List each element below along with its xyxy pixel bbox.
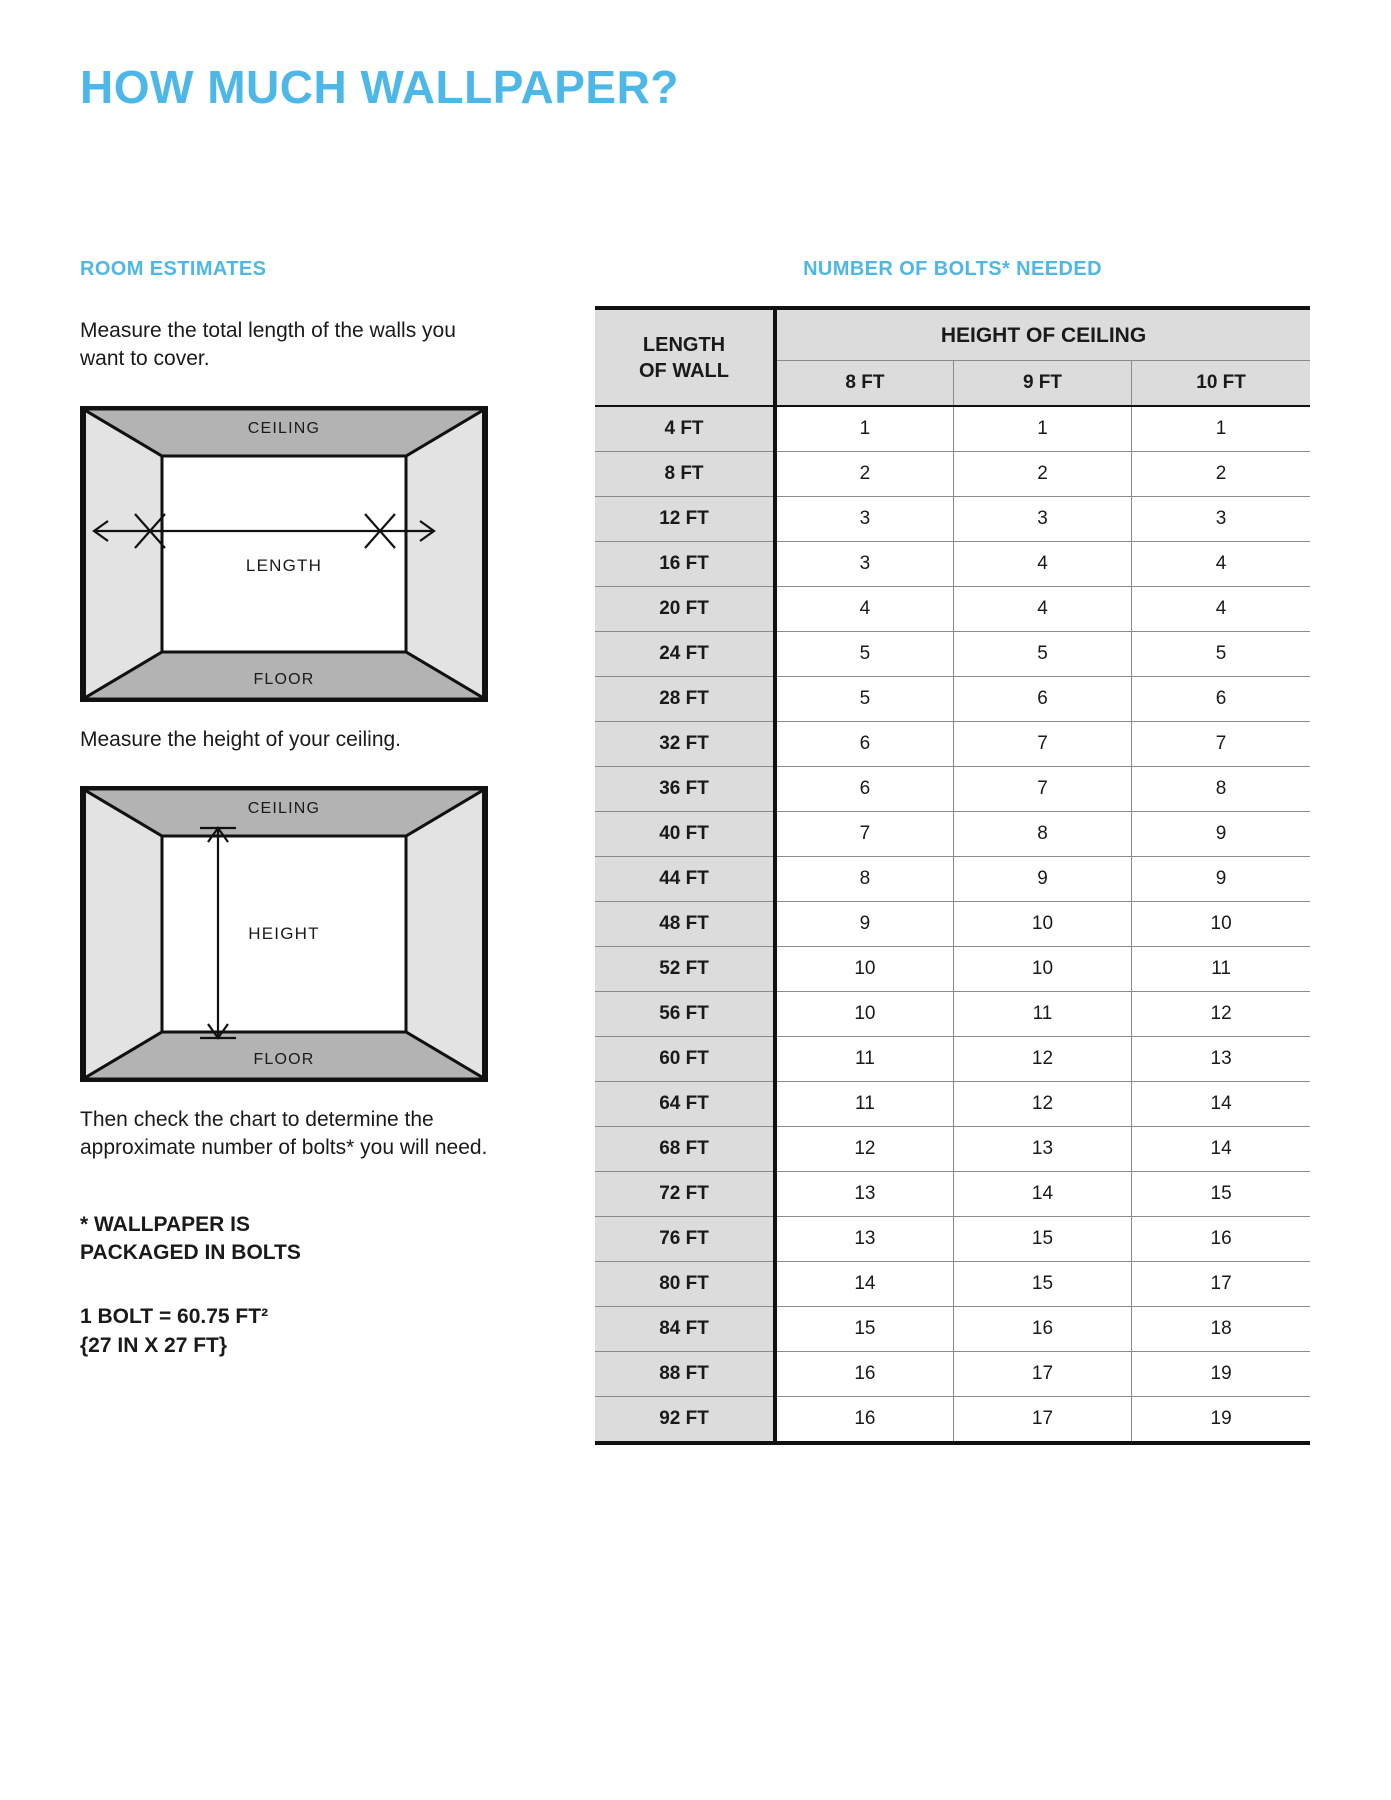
cell-9ft: 3 <box>953 497 1131 542</box>
row-label: 4 FT <box>595 406 775 452</box>
cell-8ft: 2 <box>775 452 953 497</box>
cell-8ft: 1 <box>775 406 953 452</box>
cell-10ft: 15 <box>1132 1172 1310 1217</box>
step-2-text: Measure the height of your ceiling. <box>80 727 402 751</box>
table-row <box>595 587 1310 632</box>
cell-10ft: 9 <box>1132 812 1310 857</box>
length-dimension-label: LENGTH <box>245 555 323 575</box>
cell-8ft: 5 <box>775 632 953 677</box>
table-row <box>595 406 1310 452</box>
cell-10ft: 19 <box>1132 1352 1310 1397</box>
cell-10ft: 5 <box>1132 632 1310 677</box>
cell-8ft: 5 <box>775 677 953 722</box>
row-label: 56 FT <box>595 992 775 1037</box>
bolt-size-line-1: 1 BOLT = 60.75 FT² <box>80 1305 269 1329</box>
cell-10ft: 10 <box>1132 902 1310 947</box>
row-label: 84 FT <box>595 1307 775 1352</box>
cell-10ft: 11 <box>1132 947 1310 992</box>
column-header-9ft: 9 FT <box>953 361 1131 407</box>
row-label: 16 FT <box>595 542 775 587</box>
table-title: NUMBER OF BOLTS* NEEDED <box>803 258 1102 280</box>
cell-8ft: 11 <box>775 1037 953 1082</box>
room-diagram-length <box>80 406 488 702</box>
table-row <box>595 1397 1310 1444</box>
row-header-line-2: OF WALL <box>639 359 729 382</box>
column-header-8ft: 8 FT <box>775 361 953 407</box>
table-row <box>595 632 1310 677</box>
cell-9ft: 10 <box>953 902 1131 947</box>
column-group-header-height-of-ceiling: HEIGHT OF CEILING <box>775 308 1310 361</box>
cell-10ft: 18 <box>1132 1307 1310 1352</box>
cell-9ft: 8 <box>953 812 1131 857</box>
room-diagram-height <box>80 786 488 1082</box>
table-row <box>595 452 1310 497</box>
cell-9ft: 15 <box>953 1262 1131 1307</box>
cell-10ft: 16 <box>1132 1217 1310 1262</box>
cell-9ft: 17 <box>953 1397 1131 1444</box>
cell-8ft: 3 <box>775 542 953 587</box>
cell-8ft: 7 <box>775 812 953 857</box>
table-row <box>595 812 1310 857</box>
footnote-line-1: * WALLPAPER IS <box>80 1212 250 1236</box>
cell-10ft: 17 <box>1132 1262 1310 1307</box>
row-label: 48 FT <box>595 902 775 947</box>
table-row <box>595 497 1310 542</box>
cell-9ft: 5 <box>953 632 1131 677</box>
cell-9ft: 9 <box>953 857 1131 902</box>
table-row <box>595 1127 1310 1172</box>
height-dimension-label: HEIGHT <box>248 924 320 944</box>
row-label: 24 FT <box>595 632 775 677</box>
row-label: 8 FT <box>595 452 775 497</box>
cell-8ft: 14 <box>775 1262 953 1307</box>
ceiling-label: CEILING <box>247 419 321 437</box>
row-label: 28 FT <box>595 677 775 722</box>
cell-10ft: 9 <box>1132 857 1310 902</box>
cell-9ft: 7 <box>953 722 1131 767</box>
cell-8ft: 13 <box>775 1217 953 1262</box>
cell-10ft: 2 <box>1132 452 1310 497</box>
cell-10ft: 6 <box>1132 677 1310 722</box>
cell-9ft: 13 <box>953 1127 1131 1172</box>
step-3-text: Then check the chart to determine the approximate number of bolts* you will need. <box>80 1108 488 1160</box>
cell-8ft: 15 <box>775 1307 953 1352</box>
cell-9ft: 1 <box>953 406 1131 452</box>
table-head <box>595 308 1310 406</box>
table-row <box>595 767 1310 812</box>
cell-10ft: 4 <box>1132 542 1310 587</box>
cell-10ft: 13 <box>1132 1037 1310 1082</box>
table-row <box>595 857 1310 902</box>
cell-8ft: 9 <box>775 902 953 947</box>
table-row <box>595 1082 1310 1127</box>
cell-8ft: 12 <box>775 1127 953 1172</box>
cell-8ft: 4 <box>775 587 953 632</box>
bolts-table-section <box>595 258 1310 1445</box>
table-row <box>595 1217 1310 1262</box>
row-label: 20 FT <box>595 587 775 632</box>
bolts-table <box>595 306 1310 1445</box>
cell-8ft: 6 <box>775 767 953 812</box>
table-row <box>595 947 1310 992</box>
row-label: 52 FT <box>595 947 775 992</box>
footnote-line-2: PACKAGED IN BOLTS <box>80 1241 301 1265</box>
cell-8ft: 6 <box>775 722 953 767</box>
cell-10ft: 14 <box>1132 1127 1310 1172</box>
table-row <box>595 542 1310 587</box>
table-row <box>595 677 1310 722</box>
floor-label: FLOOR <box>253 670 315 688</box>
cell-10ft: 1 <box>1132 406 1310 452</box>
ceiling-label: CEILING <box>247 800 321 818</box>
table-row <box>595 1262 1310 1307</box>
row-label: 80 FT <box>595 1262 775 1307</box>
section-heading-room-estimates: ROOM ESTIMATES <box>80 258 267 280</box>
row-label: 68 FT <box>595 1127 775 1172</box>
row-header-length-of-wall <box>595 308 775 406</box>
floor-label: FLOOR <box>253 1051 315 1069</box>
cell-9ft: 12 <box>953 1037 1131 1082</box>
cell-10ft: 3 <box>1132 497 1310 542</box>
row-label: 32 FT <box>595 722 775 767</box>
row-label: 40 FT <box>595 812 775 857</box>
cell-9ft: 10 <box>953 947 1131 992</box>
table-row <box>595 1172 1310 1217</box>
cell-10ft: 4 <box>1132 587 1310 632</box>
cell-9ft: 12 <box>953 1082 1131 1127</box>
cell-8ft: 10 <box>775 992 953 1037</box>
table-row <box>595 902 1310 947</box>
cell-10ft: 8 <box>1132 767 1310 812</box>
cell-8ft: 16 <box>775 1397 953 1444</box>
row-label: 72 FT <box>595 1172 775 1217</box>
table-row <box>595 992 1310 1037</box>
row-label: 88 FT <box>595 1352 775 1397</box>
cell-9ft: 14 <box>953 1172 1131 1217</box>
row-header-line-1: LENGTH <box>642 333 726 356</box>
cell-10ft: 12 <box>1132 992 1310 1037</box>
row-label: 12 FT <box>595 497 775 542</box>
table-row <box>595 1307 1310 1352</box>
cell-10ft: 14 <box>1132 1082 1310 1127</box>
page-title: HOW MUCH WALLPAPER? <box>80 61 679 113</box>
row-label: 64 FT <box>595 1082 775 1127</box>
table-header-row-1 <box>595 308 1310 361</box>
cell-9ft: 15 <box>953 1217 1131 1262</box>
cell-9ft: 7 <box>953 767 1131 812</box>
bolt-size-line-2: {27 IN X 27 FT} <box>80 1333 228 1357</box>
table-row <box>595 722 1310 767</box>
cell-9ft: 16 <box>953 1307 1131 1352</box>
cell-8ft: 3 <box>775 497 953 542</box>
cell-10ft: 7 <box>1132 722 1310 767</box>
cell-9ft: 11 <box>953 992 1131 1037</box>
row-label: 36 FT <box>595 767 775 812</box>
cell-9ft: 2 <box>953 452 1131 497</box>
row-label: 76 FT <box>595 1217 775 1262</box>
room-estimates-column <box>80 258 500 1360</box>
cell-9ft: 17 <box>953 1352 1131 1397</box>
step-1-text: Measure the total length of the walls you want to cover. <box>80 319 456 371</box>
cell-10ft: 19 <box>1132 1397 1310 1444</box>
cell-8ft: 16 <box>775 1352 953 1397</box>
column-header-10ft: 10 FT <box>1132 361 1310 407</box>
cell-8ft: 11 <box>775 1082 953 1127</box>
row-label: 60 FT <box>595 1037 775 1082</box>
cell-9ft: 4 <box>953 587 1131 632</box>
row-label: 44 FT <box>595 857 775 902</box>
cell-8ft: 8 <box>775 857 953 902</box>
table-row <box>595 1037 1310 1082</box>
cell-9ft: 6 <box>953 677 1131 722</box>
table-body <box>595 406 1310 1443</box>
cell-8ft: 10 <box>775 947 953 992</box>
table-row <box>595 1352 1310 1397</box>
cell-8ft: 13 <box>775 1172 953 1217</box>
cell-9ft: 4 <box>953 542 1131 587</box>
row-label: 92 FT <box>595 1397 775 1444</box>
